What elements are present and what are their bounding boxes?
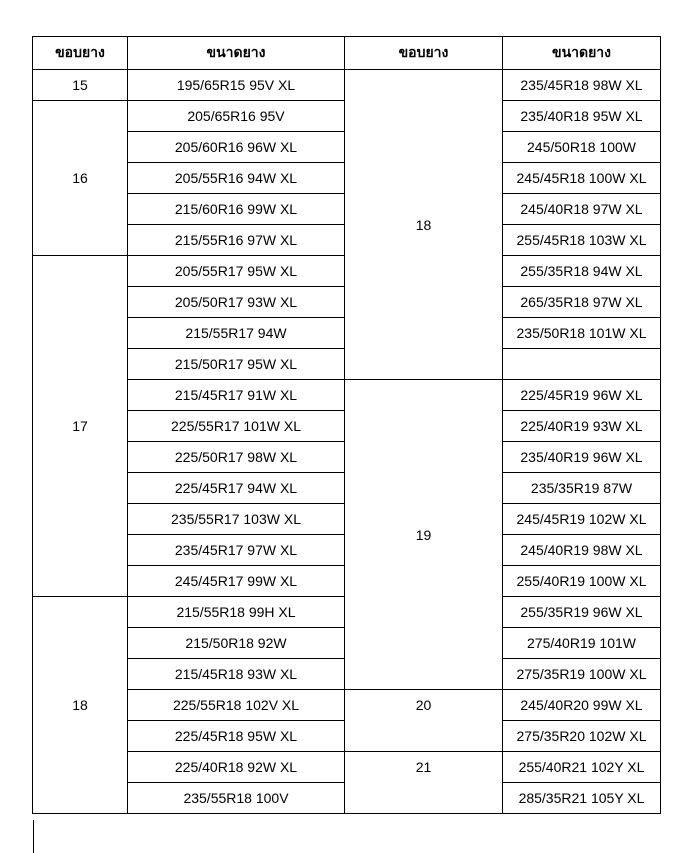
rim-cell: 15 xyxy=(33,70,128,101)
size-cell: 255/35R18 94W XL xyxy=(503,256,661,287)
size-cell: 245/45R18 100W XL xyxy=(503,163,661,194)
size-cell: 275/35R19 100W XL xyxy=(503,659,661,690)
size-cell: 245/45R17 99W XL xyxy=(128,566,345,597)
size-cell: 225/45R18 95W XL xyxy=(128,721,345,752)
size-cell: 235/45R18 98W XL xyxy=(503,70,661,101)
size-cell: 225/55R18 102V XL xyxy=(128,690,345,721)
header-rim-left: ขอบยาง xyxy=(33,37,128,70)
rim-cell: 21 xyxy=(345,752,503,814)
size-cell: 255/45R18 103W XL xyxy=(503,225,661,256)
size-cell: 225/40R19 93W XL xyxy=(503,411,661,442)
size-cell: 245/40R19 98W XL xyxy=(503,535,661,566)
header-size-left: ขนาดยาง xyxy=(128,37,345,70)
table-row xyxy=(33,752,661,783)
tire-size-table xyxy=(32,36,661,814)
size-cell: 225/45R17 94W XL xyxy=(128,473,345,504)
size-cell: 225/55R17 101W XL xyxy=(128,411,345,442)
table-row xyxy=(33,380,661,411)
size-cell: 215/45R17 91W XL xyxy=(128,380,345,411)
size-cell xyxy=(503,349,661,380)
size-cell: 205/60R16 96W XL xyxy=(128,132,345,163)
size-cell: 215/55R17 94W xyxy=(128,318,345,349)
size-cell: 195/65R15 95V XL xyxy=(128,70,345,101)
size-cell: 215/55R18 99H XL xyxy=(128,597,345,628)
size-cell: 205/55R17 95W XL xyxy=(128,256,345,287)
rim-cell: 18 xyxy=(345,70,503,380)
size-cell: 215/55R16 97W XL xyxy=(128,225,345,256)
size-cell: 245/45R19 102W XL xyxy=(503,504,661,535)
size-cell: 235/45R17 97W XL xyxy=(128,535,345,566)
size-cell: 285/35R21 105Y XL xyxy=(503,783,661,814)
size-cell: 245/50R18 100W xyxy=(503,132,661,163)
rim-cell: 18 xyxy=(33,597,128,814)
size-cell: 225/45R19 96W XL xyxy=(503,380,661,411)
header-size-right: ขนาดยาง xyxy=(503,37,661,70)
size-cell: 245/40R20 99W XL xyxy=(503,690,661,721)
table-row xyxy=(33,70,661,101)
header-rim-right: ขอบยาง xyxy=(345,37,503,70)
rim-cell: 20 xyxy=(345,690,503,752)
size-cell: 205/55R16 94W XL xyxy=(128,163,345,194)
size-cell: 275/35R20 102W XL xyxy=(503,721,661,752)
size-cell: 205/50R17 93W XL xyxy=(128,287,345,318)
size-cell: 235/40R19 96W XL xyxy=(503,442,661,473)
size-cell: 215/50R17 95W XL xyxy=(128,349,345,380)
size-cell: 245/40R18 97W XL xyxy=(503,194,661,225)
header-row xyxy=(33,37,661,70)
size-cell: 255/40R21 102Y XL xyxy=(503,752,661,783)
size-cell: 255/40R19 100W XL xyxy=(503,566,661,597)
size-cell: 215/50R18 92W xyxy=(128,628,345,659)
rim-cell: 19 xyxy=(345,380,503,690)
size-cell: 235/50R18 101W XL xyxy=(503,318,661,349)
size-cell: 215/45R18 93W XL xyxy=(128,659,345,690)
size-cell: 235/55R18 100V xyxy=(128,783,345,814)
rim-cell: 17 xyxy=(33,256,128,597)
size-cell: 255/35R19 96W XL xyxy=(503,597,661,628)
size-cell: 235/40R18 95W XL xyxy=(503,101,661,132)
size-cell: 205/65R16 95V xyxy=(128,101,345,132)
size-cell: 225/50R17 98W XL xyxy=(128,442,345,473)
size-cell: 235/35R19 87W xyxy=(503,473,661,504)
table-row xyxy=(33,690,661,721)
size-cell: 275/40R19 101W xyxy=(503,628,661,659)
rim-cell: 16 xyxy=(33,101,128,256)
page-margin-line xyxy=(33,820,34,853)
size-cell: 235/55R17 103W XL xyxy=(128,504,345,535)
size-cell: 225/40R18 92W XL xyxy=(128,752,345,783)
size-cell: 215/60R16 99W XL xyxy=(128,194,345,225)
size-cell: 265/35R18 97W XL xyxy=(503,287,661,318)
